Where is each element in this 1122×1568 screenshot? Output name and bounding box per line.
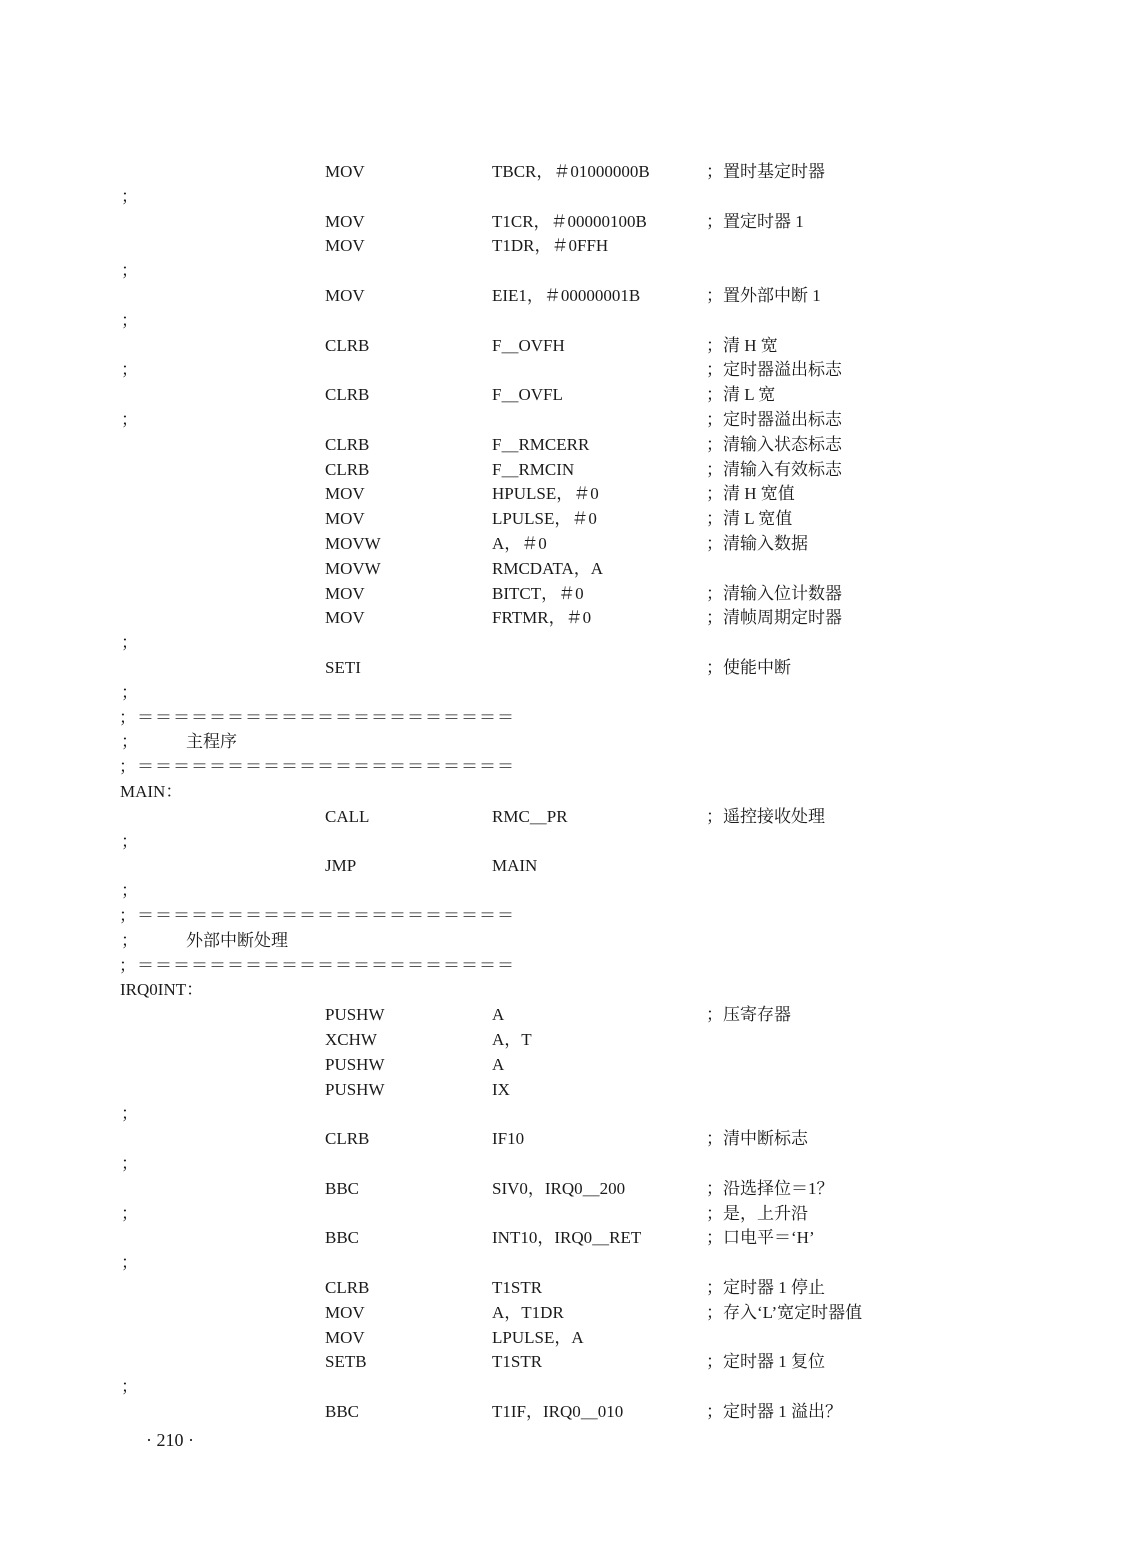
operand: BITCT，＃0: [492, 584, 584, 603]
operand: IF10: [492, 1129, 525, 1148]
separator-rule: ；＝＝＝＝＝＝＝＝＝＝＝＝＝＝＝＝＝＝＝＝＝: [119, 956, 515, 975]
code-line: [0, 978, 1122, 1002]
code-label: MAIN：: [120, 782, 183, 801]
code-comment: ；定时器 1 复位: [706, 1352, 825, 1371]
opcode: MOV: [325, 1328, 365, 1347]
section-title: 外部中断处理: [186, 931, 288, 950]
operand: T1DR，＃0FFH: [492, 236, 609, 255]
semicolon-mark: ；: [121, 1253, 138, 1272]
code-line: [0, 582, 1122, 606]
code-line: [0, 160, 1122, 184]
operand: MAIN: [492, 856, 538, 875]
opcode: JMP: [325, 856, 357, 875]
code-comment: ；清输入状态标志: [706, 435, 842, 454]
operand: EIE1，＃00000001B: [492, 286, 641, 305]
code-line: [0, 234, 1122, 258]
semicolon-mark: ；: [121, 187, 138, 206]
operand: TBCR，＃01000000B: [492, 162, 650, 181]
section-title: 主程序: [186, 732, 237, 751]
code-line: [0, 1350, 1122, 1374]
semicolon-mark: ；: [121, 1204, 138, 1223]
operand: LPULSE，＃0: [492, 509, 597, 528]
opcode: MOV: [325, 286, 365, 305]
opcode: MOV: [325, 162, 365, 181]
opcode: PUSHW: [325, 1080, 385, 1099]
opcode: CLRB: [325, 1278, 370, 1297]
code-line: [0, 1003, 1122, 1027]
opcode: CLRB: [325, 460, 370, 479]
code-comment: ；置定时器 1: [706, 212, 804, 231]
code-line: [0, 681, 1122, 705]
opcode: CLRB: [325, 336, 370, 355]
code-line: [0, 458, 1122, 482]
code-line: [0, 656, 1122, 680]
code-comment: ；定时器溢出标志: [706, 410, 842, 429]
semicolon-mark: ；: [121, 311, 138, 330]
code-comment: ；沿选择位＝1？: [706, 1179, 834, 1198]
code-line: [0, 1301, 1122, 1325]
opcode: PUSHW: [325, 1055, 385, 1074]
semicolon-mark: ；: [121, 410, 138, 429]
opcode: MOV: [325, 584, 365, 603]
opcode: BBC: [325, 1228, 360, 1247]
operand: LPULSE，A: [492, 1328, 584, 1347]
code-line: [0, 1127, 1122, 1151]
code-comment: ；清 L 宽: [706, 385, 776, 404]
code-line: [0, 1251, 1122, 1275]
opcode: CLRB: [325, 385, 370, 404]
code-comment: ；遥控接收处理: [706, 807, 825, 826]
code-comment: ；定时器 1 溢出？: [706, 1402, 842, 1421]
code-comment: ；置时基定时器: [706, 162, 825, 181]
semicolon-mark: ；: [121, 261, 138, 280]
semicolon-mark: ；: [121, 931, 138, 950]
code-line: [0, 284, 1122, 308]
code-line: [0, 507, 1122, 531]
code-line: [0, 730, 1122, 754]
code-line: [0, 1152, 1122, 1176]
code-line: [0, 1276, 1122, 1300]
code-comment: ；定时器溢出标志: [706, 360, 842, 379]
opcode: BBC: [325, 1179, 360, 1198]
code-line: [0, 358, 1122, 382]
code-comment: ；清帧周期定时器: [706, 608, 842, 627]
opcode: MOV: [325, 509, 365, 528]
operand: A: [492, 1005, 505, 1024]
code-comment: ；定时器 1 停止: [706, 1278, 825, 1297]
code-comment: ；清中断标志: [706, 1129, 808, 1148]
code-line: [0, 1326, 1122, 1350]
code-comment: ；是，上升沿: [706, 1204, 808, 1223]
operand: FRTMR，＃0: [492, 608, 592, 627]
page-number: · 210 ·: [146, 1430, 194, 1450]
opcode: CLRB: [325, 1129, 370, 1148]
code-comment: ；清 H 宽值: [706, 484, 795, 503]
operand: A，＃0: [492, 534, 547, 553]
code-line: [0, 706, 1122, 730]
code-comment: ；清输入有效标志: [706, 460, 842, 479]
operand: F＿OVFH: [492, 336, 565, 355]
operand: INT10，IRQ0＿RET: [492, 1228, 642, 1247]
opcode: SETI: [325, 658, 361, 677]
code-line: [0, 929, 1122, 953]
semicolon-mark: ；: [121, 732, 138, 751]
code-line: [0, 631, 1122, 655]
code-line: [0, 309, 1122, 333]
semicolon-mark: ；: [121, 360, 138, 379]
code-line: [0, 606, 1122, 630]
code-line: [0, 1102, 1122, 1126]
code-line: [0, 185, 1122, 209]
code-line: [0, 334, 1122, 358]
semicolon-mark: ；: [121, 633, 138, 652]
separator-rule: ；＝＝＝＝＝＝＝＝＝＝＝＝＝＝＝＝＝＝＝＝＝: [119, 708, 515, 727]
code-comment: ；清 L 宽值: [706, 509, 793, 528]
code-line: [0, 1226, 1122, 1250]
opcode: CLRB: [325, 435, 370, 454]
operand: A: [492, 1055, 505, 1074]
code-line: [0, 780, 1122, 804]
code-line: [0, 383, 1122, 407]
opcode: MOV: [325, 1303, 365, 1322]
semicolon-mark: ；: [121, 1154, 138, 1173]
code-line: [0, 482, 1122, 506]
opcode: PUSHW: [325, 1005, 385, 1024]
code-line: [0, 408, 1122, 432]
semicolon-mark: ；: [121, 832, 138, 851]
opcode: MOVW: [325, 559, 381, 578]
code-line: [0, 1028, 1122, 1052]
operand: F＿RMCERR: [492, 435, 590, 454]
operand: F＿OVFL: [492, 385, 563, 404]
code-line: [0, 1202, 1122, 1226]
code-line: [0, 904, 1122, 928]
code-line: [0, 1078, 1122, 1102]
code-line: [0, 805, 1122, 829]
code-line: [0, 557, 1122, 581]
opcode: MOV: [325, 236, 365, 255]
operand: F＿RMCIN: [492, 460, 575, 479]
semicolon-mark: ；: [121, 1104, 138, 1123]
operand: SIV0，IRQ0＿200: [492, 1179, 626, 1198]
operand: RMCDATA，A: [492, 559, 604, 578]
code-line: [0, 1375, 1122, 1399]
opcode: MOV: [325, 484, 365, 503]
semicolon-mark: ；: [121, 1377, 138, 1396]
separator-rule: ；＝＝＝＝＝＝＝＝＝＝＝＝＝＝＝＝＝＝＝＝＝: [119, 906, 515, 925]
code-line: [0, 532, 1122, 556]
code-line: [0, 433, 1122, 457]
operand: A，T: [492, 1030, 532, 1049]
operand: A，T1DR: [492, 1303, 564, 1322]
code-comment: ；置外部中断 1: [706, 286, 821, 305]
code-line: [0, 954, 1122, 978]
opcode: BBC: [325, 1402, 360, 1421]
opcode: XCHW: [325, 1030, 377, 1049]
semicolon-mark: ；: [121, 881, 138, 900]
opcode: SETB: [325, 1352, 367, 1371]
code-line: [0, 854, 1122, 878]
semicolon-mark: ；: [121, 683, 138, 702]
code-comment: ；口电平＝‘H’: [706, 1228, 815, 1247]
operand: RMC＿PR: [492, 807, 568, 826]
code-line: [0, 1400, 1122, 1424]
code-line: [0, 210, 1122, 234]
code-line: [0, 1177, 1122, 1201]
opcode: MOV: [325, 212, 365, 231]
code-comment: ；清输入位计数器: [706, 584, 842, 603]
code-line: [0, 755, 1122, 779]
code-line: [0, 1053, 1122, 1077]
opcode: CALL: [325, 807, 370, 826]
code-comment: ；压寄存器: [706, 1005, 791, 1024]
code-line: [0, 879, 1122, 903]
code-line: [0, 830, 1122, 854]
code-comment: ；存入‘L’宽定时器值: [706, 1303, 863, 1322]
code-label: IRQ0INT：: [120, 980, 204, 999]
code-comment: ；清 H 宽: [706, 336, 778, 355]
opcode: MOV: [325, 608, 365, 627]
code-comment: ；清输入数据: [706, 534, 808, 553]
operand: T1STR: [492, 1278, 543, 1297]
operand: IX: [492, 1080, 510, 1099]
operand: T1CR，＃00000100B: [492, 212, 647, 231]
opcode: MOVW: [325, 534, 381, 553]
code-comment: ；使能中断: [706, 658, 791, 677]
operand: T1STR: [492, 1352, 543, 1371]
operand: T1IF，IRQ0＿010: [492, 1402, 624, 1421]
separator-rule: ；＝＝＝＝＝＝＝＝＝＝＝＝＝＝＝＝＝＝＝＝＝: [119, 757, 515, 776]
code-line: [0, 259, 1122, 283]
operand: HPULSE，＃0: [492, 484, 599, 503]
